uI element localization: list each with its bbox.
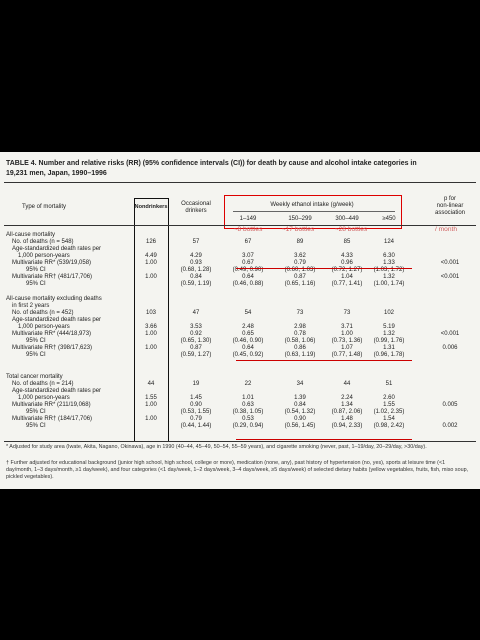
underline-red-2	[236, 360, 412, 361]
table-cell: 0.96	[341, 260, 353, 266]
row-label: Multivariate RR† (398/17,623)	[12, 345, 93, 351]
table-cell: (0.68, 1.28)	[180, 267, 212, 273]
row-label: No. of deaths (n = 452)	[12, 310, 74, 316]
table-cell: 54	[244, 310, 252, 316]
table-cell: 19	[192, 381, 200, 387]
table-cell: 4.29	[190, 253, 202, 259]
table-cell: (1.00, 1.74)	[373, 281, 405, 287]
table-cell: 89	[296, 239, 304, 245]
table-cell: 0.005	[442, 402, 458, 408]
table-cell: 1.00	[341, 331, 353, 337]
table-cell: 44	[343, 381, 351, 387]
table-cell: 3.62	[294, 253, 306, 259]
table-cell: 0.86	[294, 345, 306, 351]
table-cell: 1.32	[383, 331, 395, 337]
underline-red-3	[236, 439, 412, 440]
row-label: Multivariate RR* (211/19,068)	[12, 402, 91, 408]
table-title-line2: 19,231 men, Japan, 1990–1996	[6, 170, 107, 177]
table-cell: 0.002	[442, 423, 458, 429]
table-cell: (0.46, 0.90)	[232, 338, 264, 344]
header-association: association	[434, 210, 466, 216]
header-intake-2: 150–299	[288, 216, 312, 222]
header-occasional: Occasional	[181, 201, 211, 207]
row-label: 1,000 person-years	[18, 395, 70, 401]
table-cell: 85	[343, 239, 351, 245]
header-drinkers: drinkers	[185, 208, 207, 214]
row-label: Multivariate RR* (444/18,973)	[12, 331, 92, 337]
row-label: Multivariate RR† (481/17,706)	[12, 274, 93, 280]
table-cell: (0.54, 1.32)	[284, 409, 316, 415]
table-cell: 103	[145, 310, 157, 316]
table-cell: 0.84	[294, 402, 306, 408]
row-label: 95% CI	[26, 352, 46, 358]
table-cell: 0.65	[242, 331, 254, 337]
underline-red-1	[236, 268, 412, 269]
table-cell: (0.38, 1.05)	[232, 409, 264, 415]
table-cell: 1.00	[145, 402, 157, 408]
handwritten-note-17-bottles: ~17 bottles	[281, 226, 315, 233]
table-cell: 73	[296, 310, 304, 316]
row-label: Age-standardized death rates per	[12, 317, 102, 323]
row-label: 1,000 person-years	[18, 253, 70, 259]
table-cell: 0.006	[442, 345, 458, 351]
table-cell: 1.07	[341, 345, 353, 351]
table-cell: 44	[147, 381, 155, 387]
table-cell: (0.65, 1.30)	[180, 338, 212, 344]
table-cell: 6.30	[383, 253, 395, 259]
table-cell: <0.001	[440, 260, 460, 266]
table-cell: 3.07	[242, 253, 254, 259]
table-title: TABLE 4. Number and relative risks (RR) (95% confidence intervals (CI)) for death by cause and alcohol intake categories in	[6, 160, 417, 167]
row-label: Multivariate RR* (539/19,058)	[12, 260, 92, 266]
table-cell: (0.59, 1.27)	[180, 352, 212, 358]
table-cell: 1.00	[145, 331, 157, 337]
table-cell: (0.72, 1.27)	[331, 267, 363, 273]
table-cell: (0.56, 1.45)	[284, 423, 316, 429]
row-label: All-cause mortality excluding deaths	[6, 296, 102, 302]
table-cell: 1.31	[383, 345, 395, 351]
table-cell: (0.98, 2.42)	[373, 423, 405, 429]
table-cell: (0.58, 1.06)	[284, 338, 316, 344]
table-cell: 2.48	[242, 324, 254, 330]
table-cell: (0.77, 1.48)	[331, 352, 363, 358]
table-cell: 1.55	[383, 402, 395, 408]
table-cell: (0.77, 1.41)	[331, 281, 363, 287]
footnote-1: * Adjusted for study area (Iwate, Akita, Nagano, Okinawa), age in 1990 (40–44, 45–49, 50–54, 55–59 years), and cigarette smoking (never, past, 1–19/day, 20–29/day, >30/day).	[6, 444, 427, 450]
table-cell: 5.19	[383, 324, 395, 330]
header-intake-3: 300–449	[335, 216, 359, 222]
table-cell: 124	[383, 239, 395, 245]
table-cell: 1.34	[341, 402, 353, 408]
table-cell: (0.53, 1.55)	[180, 409, 212, 415]
table-cell: 0.67	[242, 260, 254, 266]
table-cell: 0.90	[190, 402, 202, 408]
table-cell: 1.04	[341, 274, 353, 280]
table-cell: (0.65, 1.16)	[284, 281, 316, 287]
table-cell: 1.45	[190, 395, 202, 401]
table-cell: 0.93	[190, 260, 202, 266]
table-cell: 57	[192, 239, 200, 245]
weekly-intake-rule	[233, 211, 395, 212]
table-cell: (0.45, 0.92)	[232, 352, 264, 358]
table-cell: (0.44, 1.44)	[180, 423, 212, 429]
table-cell: 102	[383, 310, 395, 316]
row-label: All-cause mortality	[6, 232, 56, 238]
table-cell: 4.33	[341, 253, 353, 259]
row-label: No. of deaths (n = 548)	[12, 239, 74, 245]
table-cell: 1.39	[294, 395, 306, 401]
row-label: 1,000 person-years	[18, 324, 70, 330]
table-cell: (0.96, 1.78)	[373, 352, 405, 358]
header-weekly-intake: Weekly ethanol intake (g/week)	[270, 202, 354, 208]
table-cell: 1.48	[341, 416, 353, 422]
table-cell: (0.94, 2.33)	[331, 423, 363, 429]
table-cell: 67	[244, 239, 252, 245]
table-cell: 2.60	[383, 395, 395, 401]
row-label: 95% CI	[26, 423, 46, 429]
table-cell: 2.24	[341, 395, 353, 401]
table-cell: <0.001	[440, 331, 460, 337]
table-cell: 47	[192, 310, 200, 316]
table-cell: 0.79	[190, 416, 202, 422]
handwritten-note-28-bottles: ~28 bottles	[334, 226, 368, 233]
table-cell: 0.53	[242, 416, 254, 422]
table-cell: 1.32	[383, 274, 395, 280]
table-bottom-rule	[4, 441, 476, 442]
table-cell: 0.64	[242, 274, 254, 280]
table-cell: (0.29, 0.94)	[232, 423, 264, 429]
table-cell: (0.87, 2.06)	[331, 409, 363, 415]
table-cell: 0.87	[294, 274, 306, 280]
table-cell: (0.99, 1.76)	[373, 338, 405, 344]
table-cell: 73	[343, 310, 351, 316]
table-cell: 0.87	[190, 345, 202, 351]
table-cell: 3.66	[145, 324, 157, 330]
table-cell: (0.60, 1.03)	[284, 267, 316, 273]
header-nondrinkers: Nondrinkers	[134, 204, 168, 210]
row-label: Multivariate RR† (184/17,706)	[12, 416, 93, 422]
header-top-rule	[4, 182, 476, 183]
header-intake-1: 1–149	[239, 216, 257, 222]
table-cell: <0.001	[440, 274, 460, 280]
table-cell: 1.00	[145, 416, 157, 422]
handwritten-note-8-bottles: ~8 bottles	[233, 226, 263, 233]
row-label: Age-standardized death rates per	[12, 388, 102, 394]
table-cell: 1.00	[145, 274, 157, 280]
handwritten-note-per-month: / month	[435, 226, 457, 233]
row-label: Total cancer mortality	[6, 374, 63, 380]
table-cell: (1.02, 2.35)	[373, 409, 405, 415]
row-label: 95% CI	[26, 267, 46, 273]
row-label: No. of deaths (n = 214)	[12, 381, 74, 387]
table-cell: 1.00	[145, 345, 157, 351]
table-cell: 1.55	[145, 395, 157, 401]
table-cell: 0.79	[294, 260, 306, 266]
table-cell: 0.78	[294, 331, 306, 337]
row-label: in first 2 years	[12, 303, 50, 309]
table-cell: 51	[385, 381, 393, 387]
row-label: Age-standardized death rates per	[12, 246, 102, 252]
table-cell: 0.92	[190, 331, 202, 337]
table-cell: (0.49, 0.90)	[232, 267, 264, 273]
header-type-of-mortality: Type of mortality	[22, 204, 67, 210]
document-page	[0, 152, 480, 489]
row-label: 95% CI	[26, 338, 46, 344]
table-cell: 1.01	[242, 395, 254, 401]
table-cell: 34	[296, 381, 304, 387]
table-cell: (0.59, 1.19)	[180, 281, 212, 287]
row-label: 95% CI	[26, 281, 46, 287]
row-label: 95% CI	[26, 409, 46, 415]
table-cell: 3.53	[190, 324, 202, 330]
table-cell: 0.64	[242, 345, 254, 351]
table-cell: 0.90	[294, 416, 306, 422]
table-cell: 3.71	[341, 324, 353, 330]
header-intake-4: ≥450	[382, 216, 396, 222]
table-cell: 4.49	[145, 253, 157, 259]
highlight-box-weekly-intake	[224, 195, 402, 229]
table-cell: 0.84	[190, 274, 202, 280]
table-cell: (0.73, 1.36)	[331, 338, 363, 344]
table-cell: (0.46, 0.88)	[232, 281, 264, 287]
table-cell: (0.63, 1.19)	[284, 352, 316, 358]
table-cell: 22	[244, 381, 252, 387]
table-cell: (1.03, 1.72)	[373, 267, 405, 273]
header-non-linear: non-linear	[436, 203, 464, 209]
table-cell: 126	[145, 239, 157, 245]
header-p-for: p for	[443, 196, 457, 202]
table-cell: 2.98	[294, 324, 306, 330]
table-cell: 0.63	[242, 402, 254, 408]
table-cell: 1.54	[383, 416, 395, 422]
table-cell: 1.33	[383, 260, 395, 266]
table-cell: 1.00	[145, 260, 157, 266]
footnote-2: † Further adjusted for educational background (junior high school, high school, college or more), medication (none, any), past history of hypertension (no, yes), sports at leisure time (<1 day/month, 1–3 days/month, ≥1 day/week), and four categories (<1 day/week, 1–2 days/week, 3–4 days/week, ≥5 days/week) of selected dietary habits (yellow vegetables, fruits, fish, miso soup, pickled vegetables).	[6, 460, 469, 480]
